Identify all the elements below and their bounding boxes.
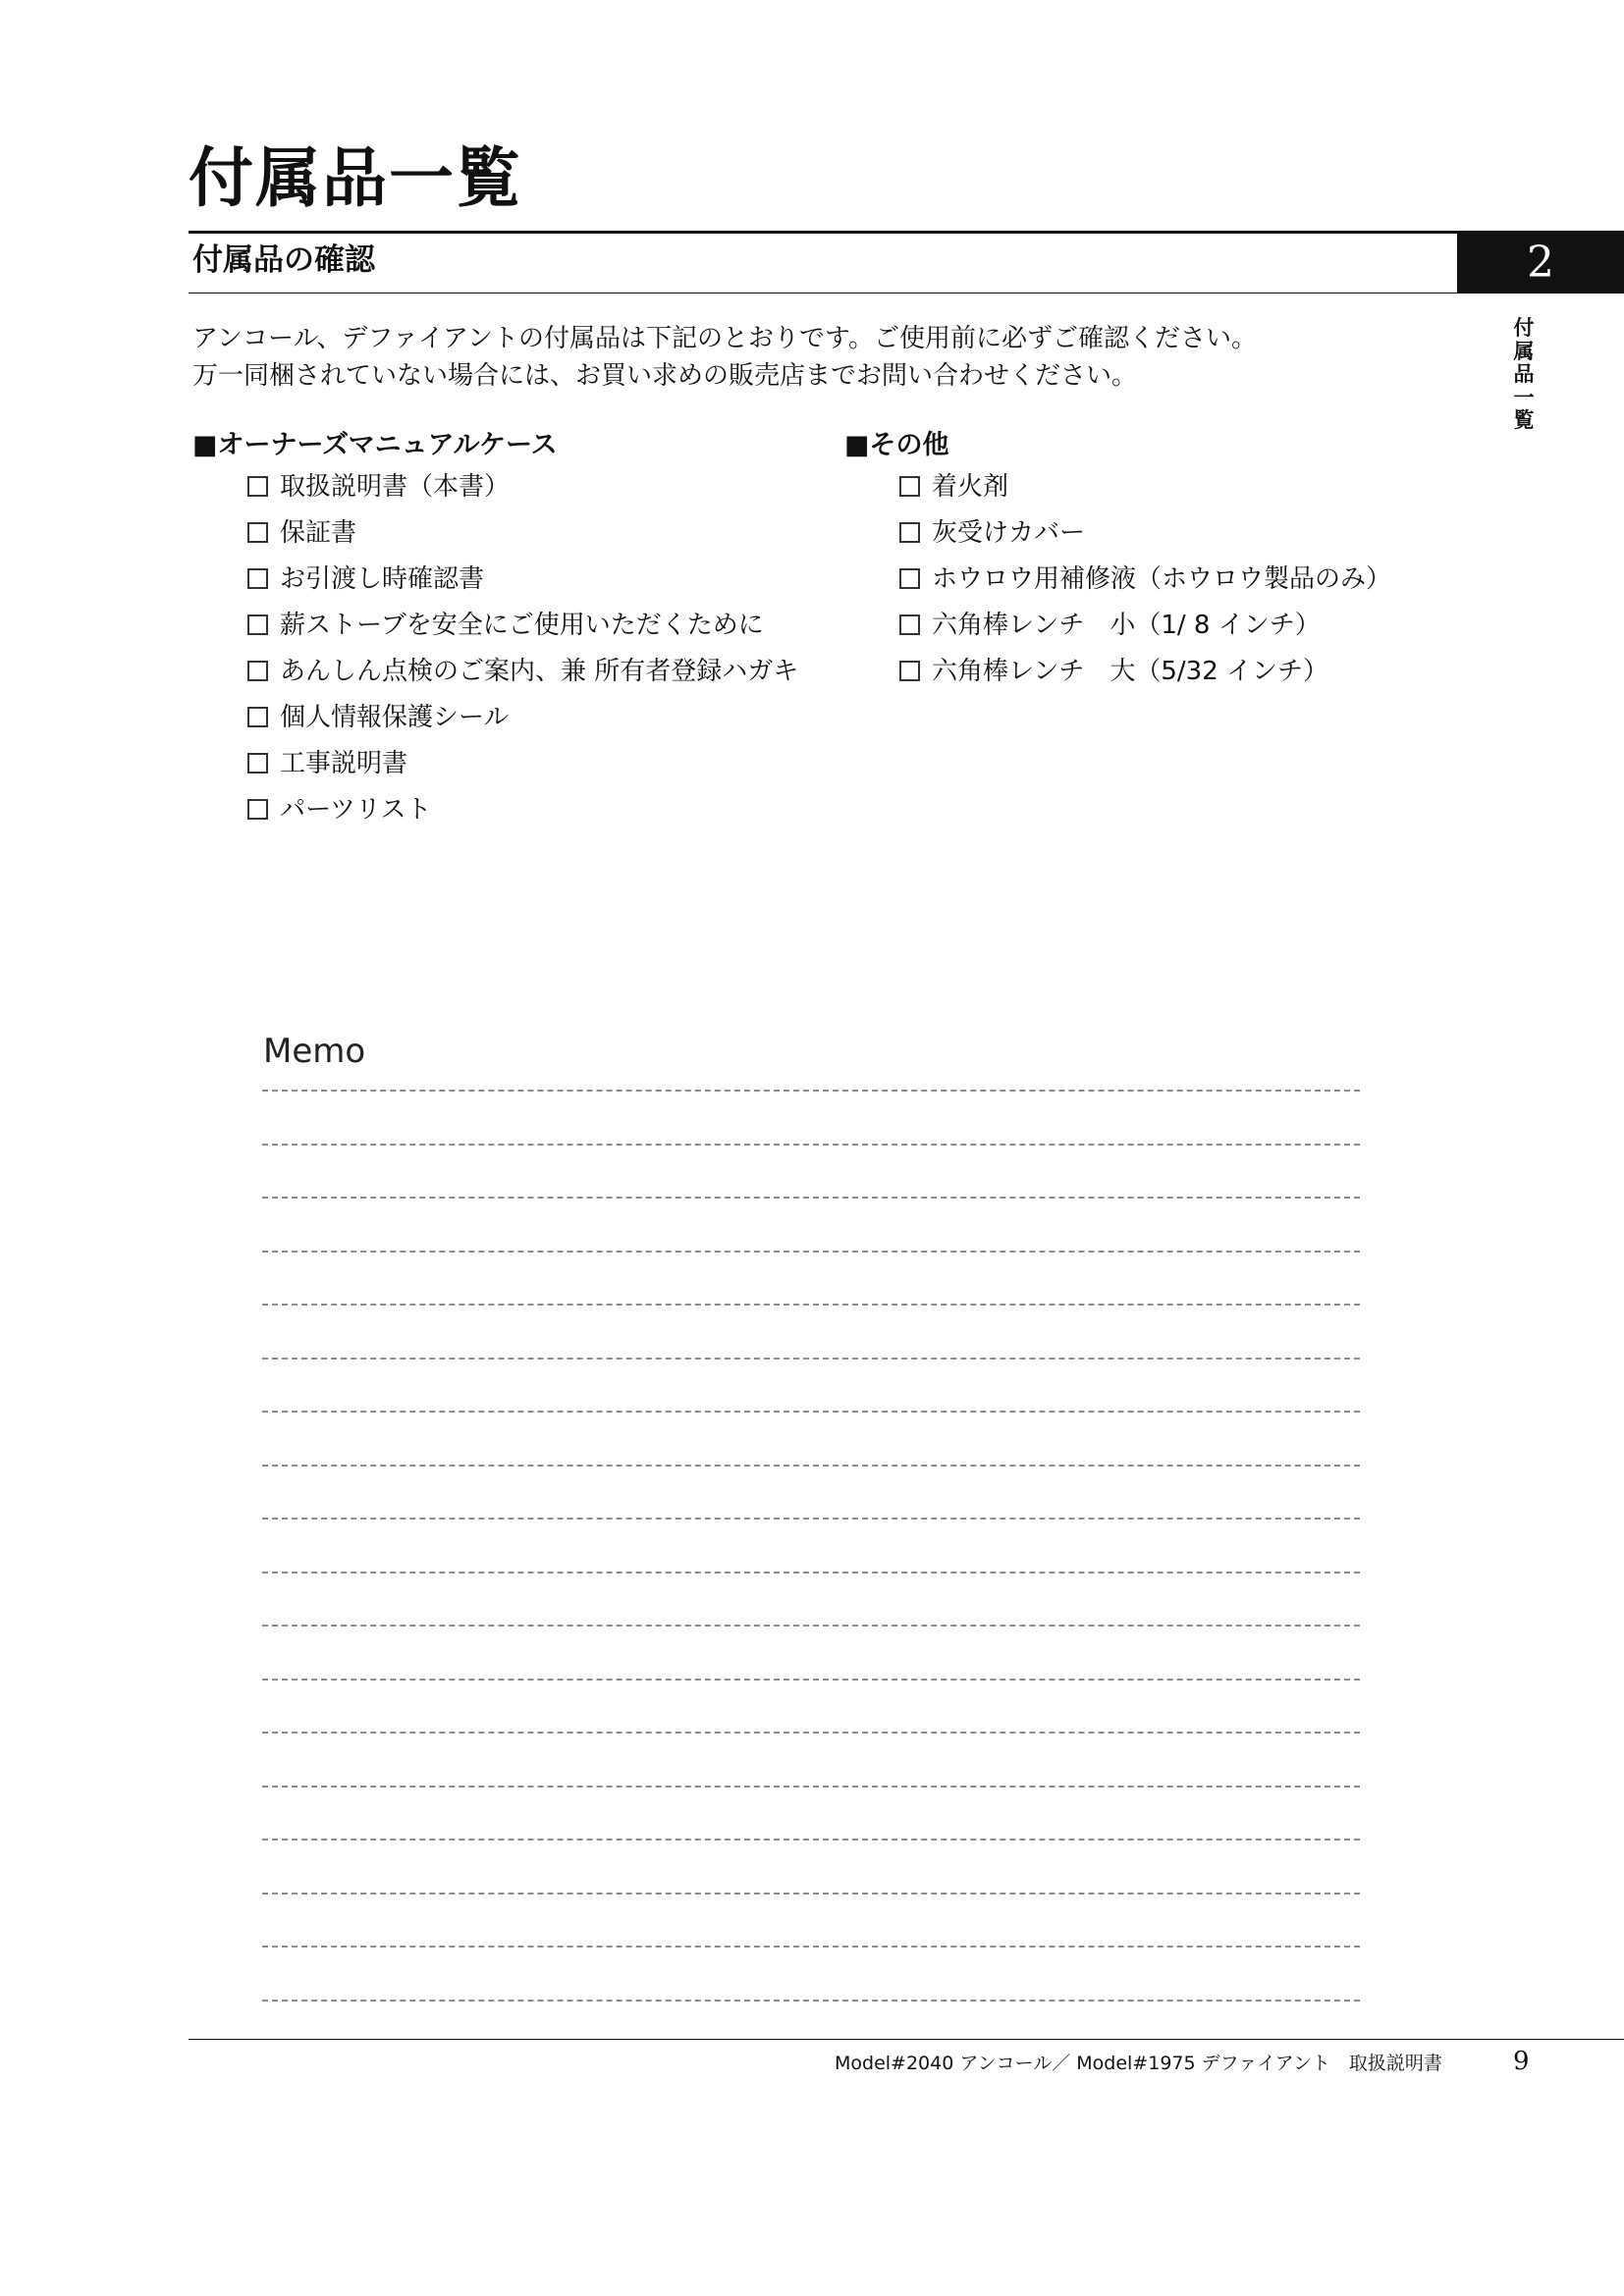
checkbox-icon[interactable] [899,522,920,543]
checkbox-icon[interactable] [247,753,268,774]
memo-line [262,2000,1360,2002]
memo-area[interactable] [262,1090,1360,2053]
checkbox-icon[interactable] [899,661,920,681]
others-list [899,463,1391,694]
checklist-item [899,463,1391,509]
checklist-item-label: 着火剤 [932,471,1009,502]
memo-line [262,1625,1360,1628]
checklist-item-label: 工事説明書 [280,748,408,778]
checklist-item-label: ホウロウ用補修液（ホウロウ製品のみ） [932,563,1392,594]
checkbox-icon[interactable] [247,476,268,497]
memo-line [262,1251,1360,1254]
section-heading: 付属品の確認 [192,242,375,278]
checkbox-icon[interactable] [899,568,920,589]
checklist-item [247,463,798,509]
side-label-char: 品 [1513,361,1535,387]
checkbox-icon[interactable] [247,707,268,727]
checklist-item-label: パーツリスト [280,794,432,825]
memo-line [262,1572,1360,1575]
memo-line [262,1786,1360,1789]
checklist-item-label: 灰受けカバー [932,517,1086,548]
chapter-number-tab: 2 [1457,232,1624,294]
checklist-item [247,648,798,694]
checklist-item-label: 個人情報保護シール [280,702,510,732]
owners-case-list [247,463,798,832]
memo-title: Memo [263,1032,366,1071]
checkbox-icon[interactable] [247,614,268,635]
side-label-char: 付 [1513,315,1535,340]
intro-line: 万一同梱されていない場合には、お買い求めの販売店までお問い合わせください。 [192,361,1138,391]
checklist-item [899,509,1391,556]
checklist-item-label: 六角棒レンチ 大（5/32 インチ） [932,656,1329,686]
checklist-item-label: あんしん点検のご案内、兼 所有者登録ハガキ [280,656,799,686]
side-label-char: 一 [1513,384,1535,409]
memo-line [262,1518,1360,1521]
intro-line: アンコール、デファイアントの付属品は下記のとおりです。ご使用前に必ずご確認ください。 [192,324,1257,353]
checklist-item-label: 薪ストーブを安全にご使用いただくために [280,610,764,640]
side-label-char: 覧 [1513,407,1535,433]
memo-line [262,1090,1360,1093]
header-rule [189,231,1624,234]
intro-paragraph [192,320,1257,395]
checklist-item [899,556,1391,602]
checklist-item-label: 保証書 [280,517,357,548]
checklist-item [247,602,798,648]
memo-line [262,1732,1360,1735]
memo-line [262,1304,1360,1307]
checklist-item [247,694,798,740]
checkbox-icon[interactable] [899,476,920,497]
checkbox-icon[interactable] [247,522,268,543]
checkbox-icon[interactable] [247,661,268,681]
memo-line [262,1197,1360,1200]
checklist-item [247,556,798,602]
footer-text: Model#2040 アンコール／ Model#1975 デファイアント 取扱説明書 [835,2053,1442,2074]
memo-line [262,1144,1360,1147]
checklist-item [247,786,798,832]
checklist-item-label: 取扱説明書（本書） [280,471,511,502]
checkbox-icon[interactable] [247,568,268,589]
checkbox-icon[interactable] [247,799,268,820]
memo-line [262,1893,1360,1896]
memo-line [262,1839,1360,1842]
section-divider [189,293,1624,294]
page-number: 9 [1513,2047,1530,2076]
checklist-item [899,648,1391,694]
checklist-item [247,740,798,786]
checklist-item [899,602,1391,648]
memo-line [262,1358,1360,1361]
side-label-char: 属 [1513,338,1535,363]
checkbox-icon[interactable] [899,614,920,635]
checklist-item [247,509,798,556]
checklist-item-label: お引渡し時確認書 [280,563,485,594]
memo-line [262,1411,1360,1414]
owners-case-heading: ■オーナーズマニュアルケース [192,430,558,460]
others-heading: ■その他 [844,430,949,460]
memo-line [262,1679,1360,1682]
page-title: 付属品一覧 [189,139,522,216]
footer-rule [189,2039,1624,2040]
chapter-side-label [1504,316,1543,432]
checklist-item-label: 六角棒レンチ 小（1/ 8 インチ） [932,610,1321,640]
memo-line [262,1946,1360,1949]
memo-line [262,1465,1360,1468]
